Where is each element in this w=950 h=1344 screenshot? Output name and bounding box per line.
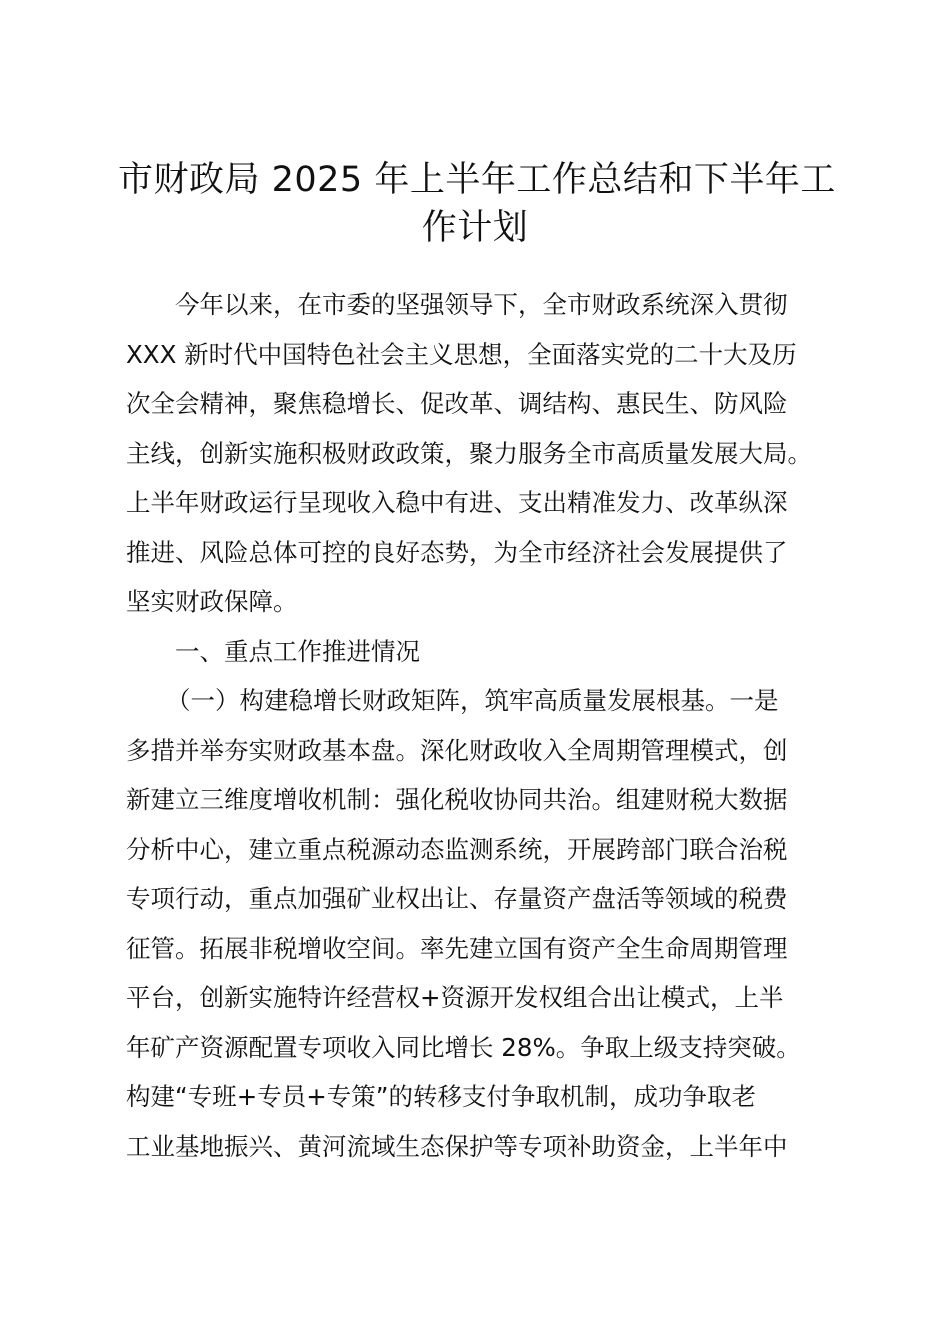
title-line-1: 市财政局 2025 年上半年工作总结和下半年工 xyxy=(118,160,836,200)
document-title xyxy=(118,156,836,252)
document-body xyxy=(126,280,846,1171)
section-1-paragraph xyxy=(126,676,846,1171)
section-1-line: 分析中心，建立重点税源动态监测系统，开展跨部门联合治税 xyxy=(126,834,788,864)
intro-line: 上半年财政运行呈现收入稳中有进、支出精准发力、改革纵深 xyxy=(126,488,788,517)
section-1-line: 工业基地振兴、黄河流域生态保护等专项补助资金，上半年中 xyxy=(126,1131,788,1161)
section-1-line: （一）构建稳增长财政矩阵，筑牢高质量发展根基。一是 xyxy=(166,686,779,715)
section-1-line: 专项行动，重点加强矿业权出让、存量资产盘活等领域的税费 xyxy=(126,884,788,913)
section-1-line: 征管。拓展非税增收空间。率先建立国有资产全生命周期管理 xyxy=(126,933,788,963)
title-line-2: 作计划 xyxy=(421,208,529,248)
intro-paragraph xyxy=(126,280,846,627)
section-1-line: 年矿产资源配置专项收入同比增长 28%。争取上级支持突破。 xyxy=(126,1032,801,1062)
intro-line: 主线，创新实施积极财政政策，聚力服务全市高质量发展大局。 xyxy=(126,438,812,468)
intro-line: XXX 新时代中国特色社会主义思想，全面落实党的二十大及历 xyxy=(126,339,797,369)
section-1-line: 平台，创新实施特许经营权+资源开发权组合出让模式，上半 xyxy=(126,983,784,1012)
section-1-line: 新建立三维度增收机制：强化税收协同共治。组建财税大数据 xyxy=(126,785,788,814)
section-heading: 一、重点工作推进情况 xyxy=(175,636,420,666)
intro-line: 坚实财政保障。 xyxy=(126,587,298,616)
section-1-line: 多措并举夯实财政基本盘。深化财政收入全周期管理模式，创 xyxy=(126,735,788,765)
intro-line: 次全会精神，聚焦稳增长、促改革、调结构、惠民生、防风险 xyxy=(126,389,788,418)
section-1-line: 构建“专班+专员+专策”的转移支付争取机制，成功争取老 xyxy=(126,1082,756,1111)
intro-line: 今年以来，在市委的坚强领导下，全市财政系统深入贯彻 xyxy=(175,290,788,319)
intro-line: 推进、风险总体可控的良好态势，为全市经济社会发展提供了 xyxy=(126,537,788,567)
